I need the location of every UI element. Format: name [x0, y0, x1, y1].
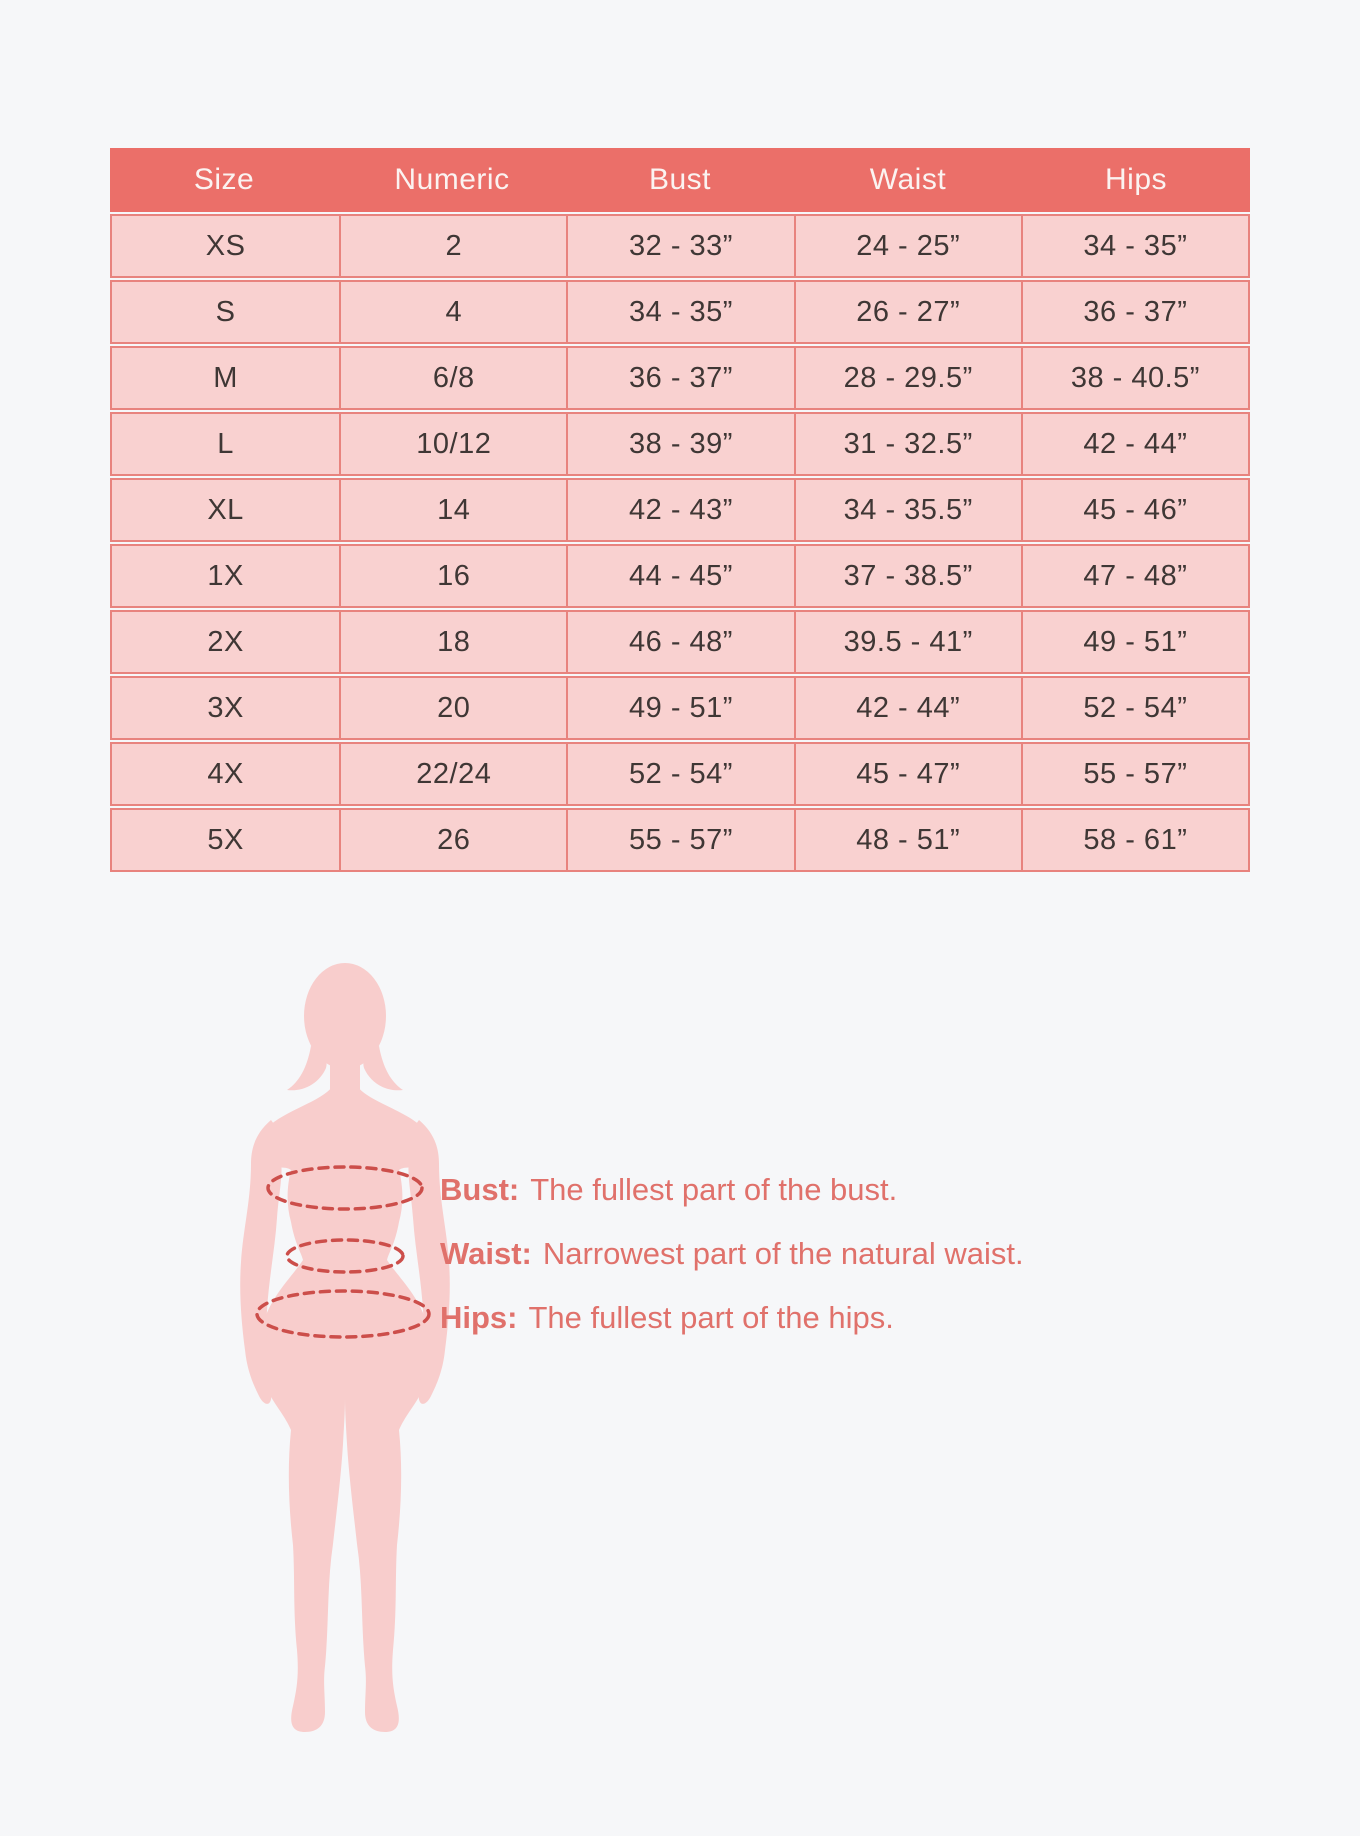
cell-hips: 42 - 44”	[1021, 414, 1248, 474]
cell-size: 2X	[112, 612, 339, 672]
header-cell-bust: Bust	[648, 163, 712, 196]
cell-waist: 24 - 25”	[794, 216, 1021, 276]
cell-hips: 49 - 51”	[1021, 612, 1248, 672]
cell-numeric: 10/12	[339, 414, 566, 474]
cell-numeric: 26	[339, 810, 566, 870]
header-cell-hips: Hips	[1104, 163, 1167, 196]
hips-description	[440, 1286, 1024, 1350]
female-silhouette	[240, 963, 450, 1732]
table-row	[110, 478, 1250, 542]
cell-bust: 44 - 45”	[566, 546, 793, 606]
cell-numeric: 16	[339, 546, 566, 606]
cell-bust: 32 - 33”	[566, 216, 793, 276]
size-chart-table	[110, 148, 1250, 872]
table-row	[110, 544, 1250, 608]
table-row	[110, 214, 1250, 278]
cell-bust: 52 - 54”	[566, 744, 793, 804]
cell-waist: 28 - 29.5”	[794, 348, 1021, 408]
measurement-descriptions	[440, 1158, 1024, 1350]
cell-waist: 39.5 - 41”	[794, 612, 1021, 672]
bust-description	[440, 1158, 1024, 1222]
cell-size: 4X	[112, 744, 339, 804]
cell-size: 3X	[112, 678, 339, 738]
cell-numeric: 4	[339, 282, 566, 342]
cell-bust: 38 - 39”	[566, 414, 793, 474]
cell-hips: 34 - 35”	[1021, 216, 1248, 276]
hips-description-label: Hips:	[440, 1300, 518, 1335]
cell-size: S	[112, 282, 339, 342]
cell-waist: 48 - 51”	[794, 810, 1021, 870]
waist-description-text: Narrowest part of the natural waist.	[542, 1236, 1024, 1271]
table-row	[110, 676, 1250, 740]
cell-numeric: 20	[339, 678, 566, 738]
table-row	[110, 742, 1250, 806]
cell-waist: 42 - 44”	[794, 678, 1021, 738]
header-cell-waist: Waist	[869, 163, 947, 196]
table-row	[110, 280, 1250, 344]
table-row	[110, 412, 1250, 476]
cell-bust: 42 - 43”	[566, 480, 793, 540]
cell-bust: 34 - 35”	[566, 282, 793, 342]
header-cell-numeric: Numeric	[394, 163, 510, 196]
cell-hips: 58 - 61”	[1021, 810, 1248, 870]
cell-waist: 34 - 35.5”	[794, 480, 1021, 540]
bust-description-text: The fullest part of the bust.	[530, 1172, 898, 1207]
cell-bust: 36 - 37”	[566, 348, 793, 408]
cell-hips: 38 - 40.5”	[1021, 348, 1248, 408]
cell-hips: 47 - 48”	[1021, 546, 1248, 606]
cell-size: 1X	[112, 546, 339, 606]
table-header-row	[110, 148, 1250, 212]
cell-numeric: 14	[339, 480, 566, 540]
waist-description	[440, 1222, 1024, 1286]
body-silhouette-illustration	[229, 960, 461, 1742]
table-row	[110, 808, 1250, 872]
header-cell-size: Size	[193, 163, 255, 196]
cell-numeric: 18	[339, 612, 566, 672]
cell-waist: 26 - 27”	[794, 282, 1021, 342]
cell-bust: 46 - 48”	[566, 612, 793, 672]
cell-hips: 45 - 46”	[1021, 480, 1248, 540]
cell-size: L	[112, 414, 339, 474]
cell-hips: 52 - 54”	[1021, 678, 1248, 738]
cell-waist: 37 - 38.5”	[794, 546, 1021, 606]
bust-description-label: Bust:	[440, 1172, 520, 1207]
cell-bust: 49 - 51”	[566, 678, 793, 738]
cell-waist: 31 - 32.5”	[794, 414, 1021, 474]
cell-numeric: 22/24	[339, 744, 566, 804]
cell-size: M	[112, 348, 339, 408]
cell-hips: 36 - 37”	[1021, 282, 1248, 342]
table-row	[110, 610, 1250, 674]
cell-waist: 45 - 47”	[794, 744, 1021, 804]
hips-description-text: The fullest part of the hips.	[528, 1300, 894, 1335]
waist-description-label: Waist:	[440, 1236, 532, 1271]
cell-hips: 55 - 57”	[1021, 744, 1248, 804]
table-row	[110, 346, 1250, 410]
cell-numeric: 2	[339, 216, 566, 276]
cell-size: XL	[112, 480, 339, 540]
cell-size: 5X	[112, 810, 339, 870]
cell-size: XS	[112, 216, 339, 276]
cell-numeric: 6/8	[339, 348, 566, 408]
cell-bust: 55 - 57”	[566, 810, 793, 870]
